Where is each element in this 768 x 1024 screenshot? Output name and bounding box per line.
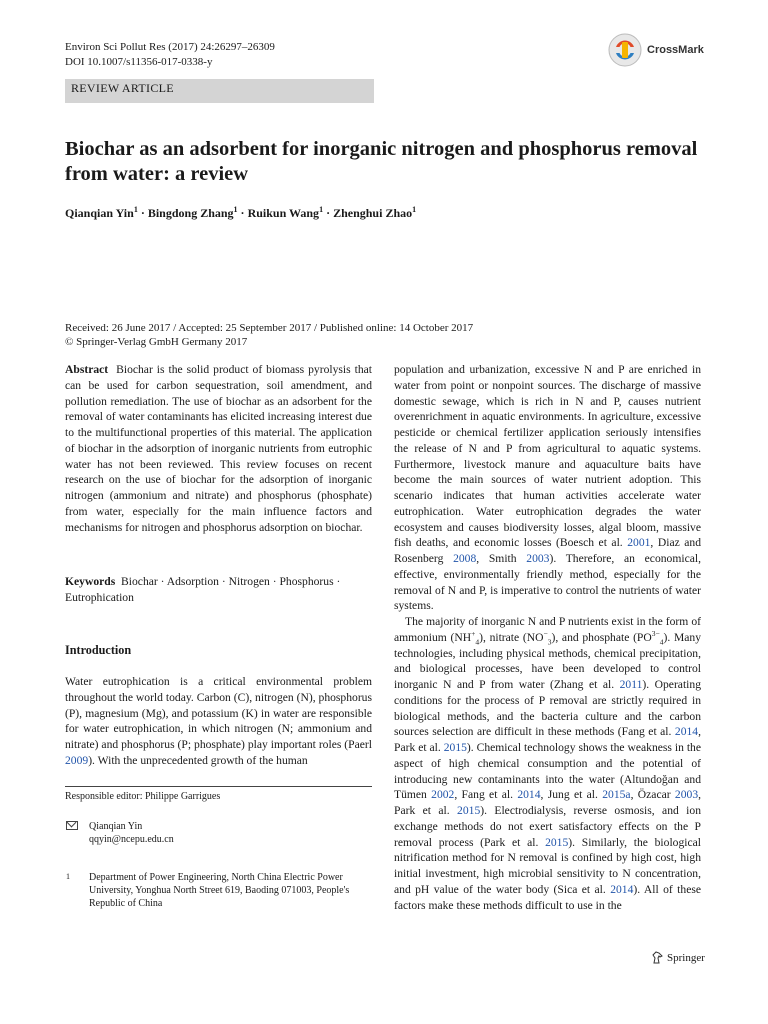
body-text: , Jung et al. <box>540 788 603 802</box>
charge-superscript: − <box>543 628 548 638</box>
corresponding-author <box>89 820 174 846</box>
reference-link[interactable]: 2014 <box>674 725 699 739</box>
publication-dates <box>65 321 473 349</box>
responsible-editor: Responsible editor: Philippe Garrigues <box>65 791 221 802</box>
body-text: population and urbanization, excessive N and P are enriched in water from point or nonpoint sources. The discharge of massive domestic sewage, which is rich in N and P, causes nutrient overenrichment in aquatic environments. In agriculture, excessive pesticide or chemical fertilizer application seriously intensifies the release of N and P from agricultural to aquatic systems. Furthermore, livestock manure and aquaculture baits have become the main sources of water nutrient adoption. This scenario indicates that human activities accelerate water eutrophication. Water eutrophication degrades the water ecosystem and causes biodiversity losses, algal bloom, massive fish deaths, and economic losses (Boesch et al. <box>394 363 701 550</box>
dates-line: Received: 26 June 2017 / Accepted: 25 September 2017 / Published online: 14 October 2017 <box>65 322 474 334</box>
abstract-text: Biochar is the solid product of biomass pyrolysis that can be used for carbon sequestration, soil amendment, and pollution remediation. The use of biochar as an adsorbent for the removal of water contaminants has elicited increasing interest due to the multifunctional properties of this material. The application of biochar in the adsorption of inorganic nutrients from eutrophic water has not been reviewed. This review focuses on recent research on the use of biochar for the adsorption of inorganic nitrogen (ammonium and nitrate) and phosphorus (phosphate) from water, especially for the main influence factors and mechanisms for nitrogen and phosphorus adsorption on biochar. <box>65 363 373 534</box>
body-text: , Diaz and Rosenberg <box>394 536 701 565</box>
author-affiliation-mark: 1 <box>319 205 324 214</box>
reference-link[interactable]: 2014 <box>517 788 541 802</box>
author-name[interactable]: Zhenghui Zhao <box>333 206 413 220</box>
author-affiliation-mark: 1 <box>133 205 138 214</box>
intro-text: ). With the unprecedented growth of the human <box>88 753 308 767</box>
reference-link[interactable]: 2003 <box>674 788 699 802</box>
body-text: ). Electrodialysis, reverse osmosis, and ion exchange methods do not exert satisfactory effects on the P removal process (Park et al. <box>394 804 701 849</box>
formula-subscript: 4 <box>659 637 664 647</box>
keywords-text: Biochar · Adsorption · Nitrogen · Phosphorus · Eutrophication <box>65 575 341 604</box>
reference-link[interactable]: 2009 <box>65 753 89 767</box>
body-text: , Smith <box>476 552 527 565</box>
body-text: , Özacar <box>630 788 675 802</box>
charge-superscript: 3− <box>651 628 660 638</box>
reference-link[interactable]: 2008 <box>453 552 477 565</box>
affiliation-number: 1 <box>66 872 70 881</box>
abstract <box>65 362 372 535</box>
author-list: Qianqian Yin$^1$ · Bingdong Zhang$^1$ · Ruikun Wang$^1$ · Zhenghui Zhao$^1$ <box>65 205 417 220</box>
keywords <box>65 574 372 606</box>
right-column <box>394 362 701 913</box>
body-paragraph <box>394 614 701 913</box>
section-heading-introduction: Introduction <box>65 643 132 657</box>
body-text: ). Therefore, an economical, effective, environmentally friendly method, especially for the removal of N and P, is imperative to control the nutrients of water systems. <box>394 552 701 613</box>
body-text: ). All of these factors make these methods difficult to use in the <box>394 882 701 912</box>
affiliation-text: Department of Power Engineering, North China Electric Power University, Yonghua North Street 619, Baoding 071003, People's Republic of China <box>89 872 350 909</box>
reference-link[interactable]: 2015 <box>443 741 467 754</box>
body-text: ), nitrate (NO <box>479 630 544 644</box>
body-text: The majority of inorganic N and P nutrients exist in the form of ammonium (NH <box>394 615 701 644</box>
author-affiliation-mark: 1 <box>233 205 238 214</box>
reference-link[interactable]: 2011 <box>619 678 643 691</box>
publisher-name: Springer <box>667 951 705 964</box>
abstract-label: Abstract <box>65 363 109 376</box>
body-text: , Fang et al. <box>454 788 518 802</box>
body-text: ). Operating conditions for the process of P removal are strictly required in biological methods, and the bacteria culture and the carbon sources selection are difficult in these methods (Fang et al. <box>394 678 701 739</box>
journal-line: Environ Sci Pollut Res (2017) 24:26297–26309 <box>65 41 275 53</box>
copyright-line: © Springer-Verlag GmbH Germany 2017 <box>65 336 248 348</box>
body-paragraph <box>394 362 701 614</box>
reference-link[interactable]: 2003 <box>526 552 550 565</box>
intro-paragraph <box>65 674 372 769</box>
body-text: , Park et al. <box>394 788 702 817</box>
body-text: , Park et al. <box>394 725 701 754</box>
formula-subscript: 3 <box>547 637 552 647</box>
reference-link[interactable]: 2001 <box>627 536 651 550</box>
body-text: ), and phosphate (PO <box>551 630 652 644</box>
crossmark-icon <box>608 33 642 67</box>
author-name[interactable]: Bingdong Zhang <box>147 206 234 220</box>
body-text: ). Similarly, the biological nitrification method for N removal is confined by high cost, high initial investment, high microbial sensitivity to N concentration, and pH value of the water body (Sica et al. <box>394 835 701 896</box>
author-name[interactable]: Qianqian Yin <box>65 206 134 220</box>
reference-link[interactable]: 2015a <box>602 788 631 802</box>
reference-link[interactable]: 2002 <box>431 788 455 802</box>
publisher-logo <box>652 951 705 964</box>
body-text: ). Chemical technology shows the weakness in the aspect of high chemical consumption and the potential of introducing new contaminants into the water (Altundoğan and Tümen <box>394 741 701 802</box>
intro-text: Water eutrophication is a critical environmental problem throughout the world today. Carbon (C), nitrogen (N), phosphorus (P), magnesium (Mg), and potassium (K) in water are responsible for water eutrophication, in which nitrogen (N; ammonium and nitrate) and phosphorus (P; phosphate) play important roles (Paerl <box>65 675 372 751</box>
mail-icon <box>66 821 78 834</box>
reference-link[interactable]: 2015 <box>457 804 481 817</box>
reference-link[interactable]: 2014 <box>610 882 634 896</box>
keywords-label: Keywords <box>65 575 116 588</box>
article-type: REVIEW ARTICLE <box>71 81 174 95</box>
formula-subscript: 4 <box>475 637 480 647</box>
springer-horse-icon <box>652 951 663 964</box>
paper-title: Biochar as an adsorbent for inorganic nitrogen and phosphorus removal from water: a review <box>65 138 698 185</box>
footnote-divider <box>65 786 372 787</box>
crossmark-badge[interactable] <box>608 33 704 67</box>
corresponding-author-name: Qianqian Yin <box>89 821 143 832</box>
charge-superscript: + <box>471 628 476 638</box>
body-text: ). Many technologies, including physical methods, chemical precipitation, and biological processes, have been developed to control inorganic N and P from water (Zhang et al. <box>394 630 701 691</box>
journal-citation <box>65 40 275 70</box>
corresponding-author-email[interactable]: qqyin@ncepu.edu.cn <box>89 834 174 845</box>
doi-line: DOI 10.1007/s11356-017-0338-y <box>65 56 213 68</box>
author-affiliation-mark: 1 <box>412 205 417 214</box>
crossmark-label: CrossMark <box>647 44 704 56</box>
author-name[interactable]: Ruikun Wang <box>247 206 320 220</box>
reference-link[interactable]: 2015 <box>545 835 569 849</box>
